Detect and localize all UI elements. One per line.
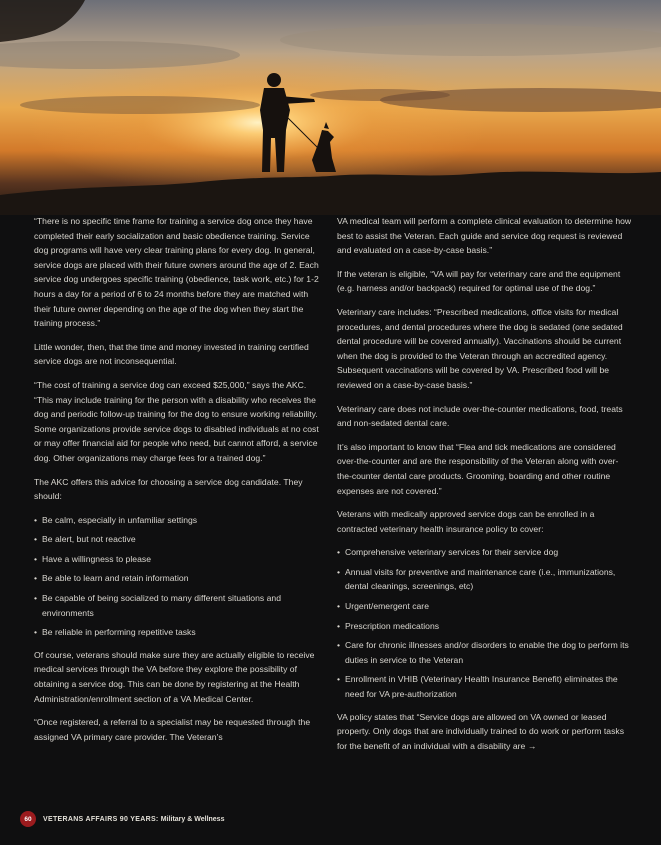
list-item: • Be reliable in performing repetitive tasks xyxy=(34,625,319,640)
hero-image xyxy=(0,0,661,215)
right-column xyxy=(337,214,632,762)
list-item: • Care for chronic illnesses and/or disorders to enable the dog to perform its duties in service to the Veteran xyxy=(337,638,632,667)
list-item: • Have a willingness to please xyxy=(34,552,319,567)
section-name: Military & Wellness xyxy=(160,815,225,823)
paragraph: It’s also important to know that “Flea and tick medications are considered over-the-counter and are the responsibility of the Veteran along with over-the-counter dental care products. Grooming, boarding and other routine expenses are not covered.” xyxy=(337,441,619,496)
paragraph: Veterans with medically approved service dogs can be enrolled in a contracted veterinary health insurance policy to cover: xyxy=(337,509,595,534)
paragraph: Veterinary care includes: “Prescribed medications, office visits for medical procedures, and dental procedures where the dog is sedated (one sedated dental procedure will be covered annually). Vaccinations should be current when the dog is provided to the Veteran through an accredited agency. Subsequent vaccinations will be covered by VA. Prescribed food will be reviewed on a case-by-case basis.” xyxy=(337,306,623,390)
left-column xyxy=(34,214,319,753)
list-item: • Annual visits for preventive and maintenance care (i.e., immunizations, dental cleanings, screenings, etc) xyxy=(337,565,632,594)
paragraph: “There is no specific time frame for training a service dog once they have completed their early socialization and basic obedience training. Service dog programs will have very clear training plans for every dog. In general, service dogs are placed with their future owners around the age of 2. Each service dog undergoes specific training (obedience, task work, etc.) for 1-2 hours a day for a period of 6 to 24 months before they are matched with their future owner depending on the age of the dog when they start the training process.” xyxy=(34,216,319,329)
candidate-advice-list xyxy=(34,513,319,640)
list-item: • Be capable of being socialized to many different situations and environments xyxy=(34,591,319,620)
paragraph: Little wonder, then, that the time and money invested in training certified service dogs are not inconsequential. xyxy=(34,341,309,367)
list-item: • Be calm, especially in unfamiliar settings xyxy=(34,513,319,528)
page-footer xyxy=(20,811,224,827)
publication-name: VETERANS AFFAIRS 90 YEARS: xyxy=(43,815,159,823)
paragraph: Veterinary care does not include over-the-counter medications, food, treats and non-sedated dental care. xyxy=(337,403,623,429)
list-item: • Be alert, but not reactive xyxy=(34,532,319,547)
paragraph: The AKC offers this advice for choosing a service dog candidate. They should: xyxy=(34,476,303,502)
list-item: • Urgent/emergent care xyxy=(337,599,632,614)
list-item: • Be able to learn and retain information xyxy=(34,571,319,586)
list-item: • Prescription medications xyxy=(337,619,632,634)
list-item: • Enrollment in VHIB (Veterinary Health Insurance Benefit) eliminates the need for VA pre-authorization xyxy=(337,672,632,701)
page-number: 60 xyxy=(20,811,36,827)
insurance-coverage-list xyxy=(337,545,632,701)
paragraph: “Once registered, a referral to a specialist may be requested through the assigned VA primary care provider. The Veteran’s xyxy=(34,717,311,742)
list-item: • Comprehensive veterinary services for their service dog xyxy=(337,545,632,560)
paragraph: “The cost of training a service dog can exceed $25,000,” says the AKC. “This may include training for the person with a disability who receives the dog and periodic follow-up training for the dog to ensure working reliability. Some organizations provide service dogs to disabled individuals at no cost or may offer financial aid for people who need, but cannot afford, a service dog. Other organizations may charge fees for a trained dog.” xyxy=(34,379,319,463)
publication-title xyxy=(43,816,224,823)
paragraph: VA policy states that “Service dogs are allowed on VA owned or leased property. Only dogs that are individually trained to do work or perform tasks for the benefit of an individual with a disability are → xyxy=(337,711,625,751)
paragraph: VA medical team will perform a complete clinical evaluation to determine how best to assist the Veteran. Each guide and service dog request is reviewed and evaluated on a case-by-case basis.” xyxy=(337,216,632,256)
paragraph: If the veteran is eligible, “VA will pay for veterinary care and the equipment (e.g. harness and/or backpack) required for optimal use of the dog.” xyxy=(337,268,621,294)
paragraph: Of course, veterans should make sure they are actually eligible to receive medical services through the VA before they explore the possibility of obtaining a service dog. This can be done by registering at the Health Administration/enrollment section of a VA Medical Center. xyxy=(34,649,315,704)
soldier-and-dog-silhouette-icon xyxy=(0,0,661,215)
